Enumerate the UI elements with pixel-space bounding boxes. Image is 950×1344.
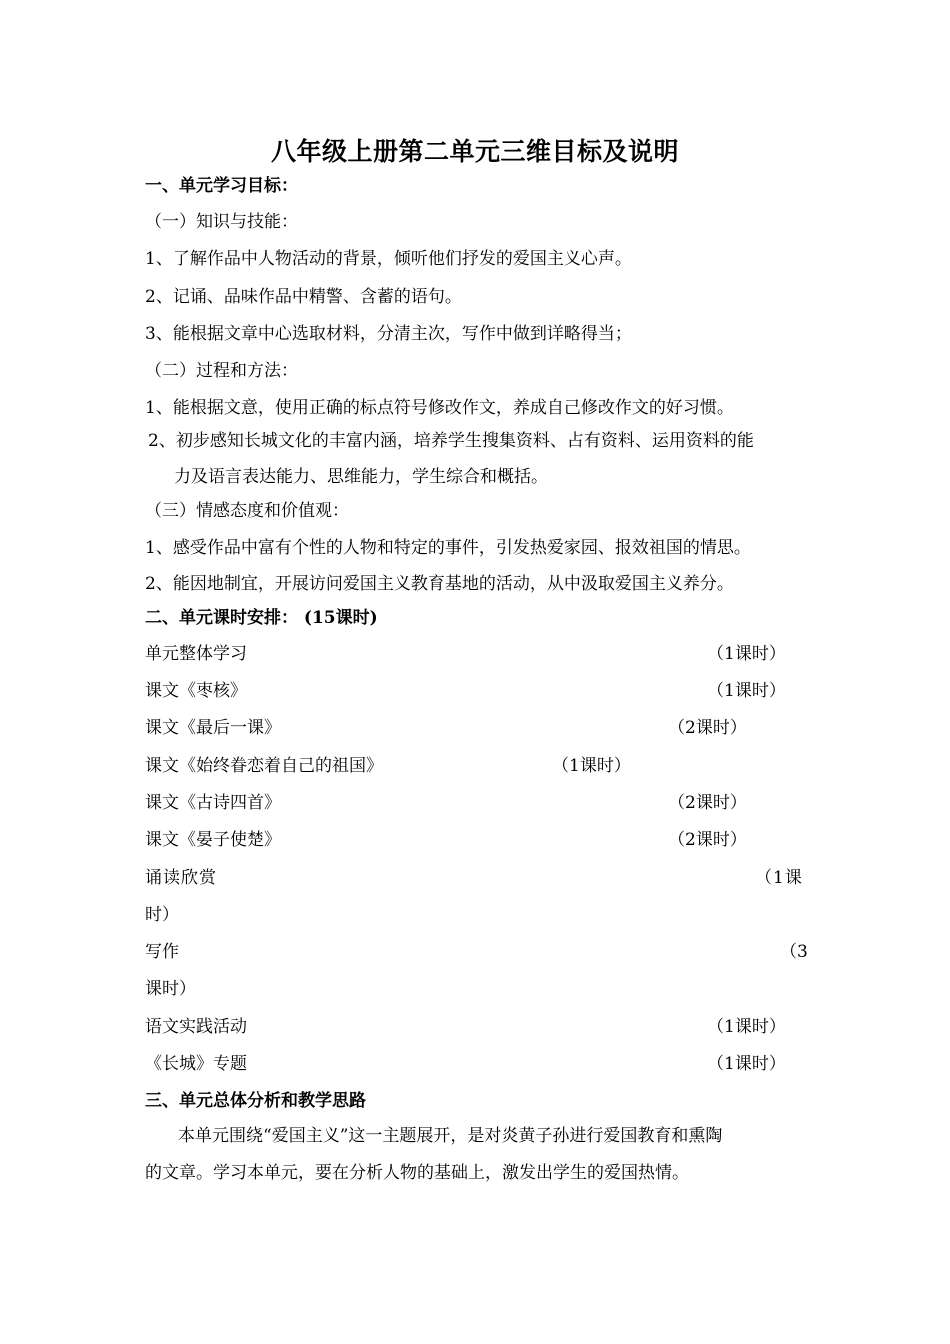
schedule-item-hours: （2课时） bbox=[668, 830, 747, 850]
schedule-item-label: 《长城》专题 bbox=[145, 1054, 247, 1074]
schedule-item-label: 课文《古诗四首》 bbox=[145, 793, 281, 813]
document-title: 八年级上册第二单元三维目标及说明 bbox=[270, 137, 679, 166]
subsection-1-heading: （一）知识与技能： bbox=[145, 212, 298, 232]
schedule-item-hours: （1课时） bbox=[707, 644, 786, 664]
objective-item: 1、感受作品中富有个性的人物和特定的事件，引发热爱家园、报效祖国的情思。 bbox=[145, 538, 751, 558]
schedule-item-label: 语文实践活动 bbox=[145, 1017, 247, 1037]
body-paragraph-line: 本单元围绕“爱国主义”这一主题展开，是对炎黄子孙进行爱国教育和熏陶 bbox=[178, 1126, 723, 1146]
objective-item: 3、能根据文章中心选取材料，分清主次，写作中做到详略得当； bbox=[145, 324, 632, 344]
schedule-item-label: 课文《晏子使楚》 bbox=[145, 830, 281, 850]
schedule-item-hours-wrap: 课时） bbox=[145, 979, 196, 999]
schedule-item-hours: （1课 bbox=[755, 868, 803, 888]
schedule-item-hours: （1课时） bbox=[707, 1017, 786, 1037]
objective-item: 2、记诵、品味作品中精警、含蓄的语句。 bbox=[145, 287, 462, 307]
section-1-heading: 一、单元学习目标： bbox=[145, 176, 298, 196]
objective-item: 2、初步感知长城文化的丰富内涵，培养学生搜集资料、占有资料、运用资料的能 bbox=[148, 431, 754, 451]
body-paragraph-line: 的文章。学习本单元，要在分析人物的基础上，激发出学生的爱国热情。 bbox=[145, 1163, 689, 1183]
schedule-item-label: 课文《始终眷恋着自己的祖国》 bbox=[145, 756, 383, 776]
schedule-item-hours: （1课时） bbox=[707, 681, 786, 701]
objective-item: 2、能因地制宜，开展访问爱国主义教育基地的活动，从中汲取爱国主义养分。 bbox=[145, 574, 734, 594]
schedule-item-label: 单元整体学习 bbox=[145, 644, 247, 664]
section-2-heading bbox=[145, 607, 378, 629]
schedule-item-hours: （2课时） bbox=[668, 718, 747, 738]
schedule-item-label: 课文《最后一课》 bbox=[145, 718, 281, 738]
schedule-item-label: 写作 bbox=[145, 942, 179, 962]
schedule-item-label: 课文《枣核》 bbox=[145, 681, 247, 701]
schedule-item-hours: （1课时） bbox=[707, 1054, 786, 1074]
objective-item: 1、了解作品中人物活动的背景，倾听他们抒发的爱国主义心声。 bbox=[145, 249, 632, 269]
schedule-item-hours: （2课时） bbox=[668, 793, 747, 813]
subsection-2-heading: （二）过程和方法： bbox=[145, 361, 298, 381]
section-2-heading-text: 二、单元课时安排： bbox=[145, 608, 298, 628]
objective-item-continuation: 力及语言表达能力、思维能力，学生综合和概括。 bbox=[174, 467, 548, 487]
section-2-total-hours: (15课时) bbox=[303, 608, 378, 628]
schedule-item-hours: （1课时） bbox=[552, 756, 631, 776]
subsection-3-heading: （三）情感态度和价值观： bbox=[145, 501, 349, 521]
schedule-item-hours: （3 bbox=[780, 942, 808, 962]
schedule-item-label: 诵读欣赏 bbox=[145, 868, 217, 888]
section-3-heading: 三、单元总体分析和教学思路 bbox=[145, 1091, 366, 1111]
schedule-item-hours-wrap: 时） bbox=[145, 905, 179, 925]
objective-item: 1、能根据文意，使用正确的标点符号修改作文，养成自己修改作文的好习惯。 bbox=[145, 398, 734, 418]
